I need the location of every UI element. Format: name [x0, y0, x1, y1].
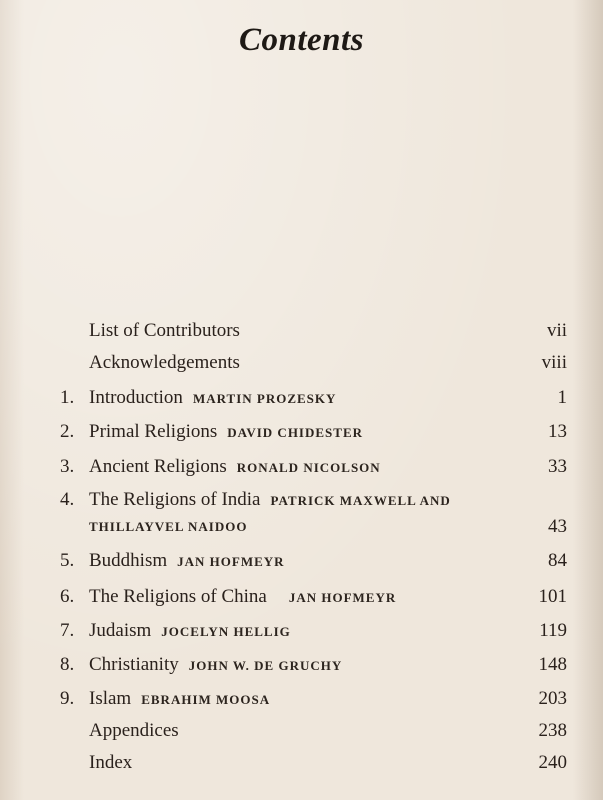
entry-page-number: 43	[548, 516, 567, 537]
entry-number: 7.	[60, 620, 75, 641]
toc-entry-introduction[interactable]	[0, 383, 603, 413]
entry-author: JAN HOFMEYR	[288, 590, 397, 605]
entry-author: MARTIN PROZESKY	[192, 391, 337, 406]
entry-title: Judaism JOCELYN HELLIG	[89, 620, 291, 641]
entry-number: 8.	[60, 654, 75, 675]
toc-entry-religions-of-india-cont	[0, 512, 603, 542]
entry-number: 2.	[60, 421, 75, 442]
entry-page-number: vii	[546, 320, 567, 341]
entry-title: Index	[89, 752, 133, 773]
entry-title: List of Contributors	[89, 320, 240, 341]
entry-title: Buddhism JAN HOFMEYR	[89, 550, 285, 571]
entry-number: 3.	[60, 456, 75, 477]
entry-title: The Religions of China JAN HOFMEYR	[89, 586, 397, 607]
toc-entry-ancient-religions[interactable]	[0, 452, 603, 482]
entry-author: JOHN W. DE GRUCHY	[188, 658, 343, 673]
toc-entry-contributors[interactable]	[0, 316, 603, 346]
entry-title: Ancient Religions RONALD NICOLSON	[89, 456, 381, 477]
entry-title: Christianity JOHN W. DE GRUCHY	[89, 654, 343, 675]
toc-entry-primal-religions[interactable]	[0, 417, 603, 447]
toc-entry-islam[interactable]	[0, 684, 603, 714]
toc-entry-christianity[interactable]	[0, 650, 603, 680]
entry-author: DAVID CHIDESTER	[227, 425, 364, 440]
toc-entry-judaism[interactable]	[0, 616, 603, 646]
entry-title: Appendices	[89, 720, 179, 741]
entry-author: JOCELYN HELLIG	[161, 624, 291, 639]
entry-author: JAN HOFMEYR	[177, 554, 285, 569]
entry-author: PATRICK MAXWELL AND	[270, 493, 451, 508]
entry-number: 9.	[60, 688, 75, 709]
toc-entry-buddhism[interactable]	[0, 546, 603, 576]
entry-number: 1.	[60, 387, 75, 408]
entry-author: RONALD NICOLSON	[236, 460, 381, 475]
toc-entry-religions-of-india[interactable]	[0, 485, 603, 515]
entry-author-continued: THILLAYVEL NAIDOO	[89, 519, 248, 534]
entry-page-number: 240	[538, 752, 567, 773]
entry-page-number: viii	[541, 352, 567, 373]
page-title: Contents	[238, 22, 365, 58]
entry-page-number: 1	[557, 387, 567, 408]
entry-page-number: 148	[538, 654, 567, 675]
toc-entry-acknowledgements[interactable]	[0, 348, 603, 378]
toc-entry-religions-of-china[interactable]	[0, 582, 603, 612]
entry-number: 4.	[60, 489, 75, 510]
entry-page-number: 84	[548, 550, 567, 571]
entry-title: Primal Religions DAVID CHIDESTER	[89, 421, 364, 442]
entry-page-number: 33	[548, 456, 567, 477]
entry-title: Acknowledgements	[89, 352, 240, 373]
entry-title: Islam EBRAHIM MOOSA	[89, 688, 271, 709]
entry-number: 5.	[60, 550, 75, 571]
entry-number: 6.	[60, 586, 75, 607]
entry-page-number: 101	[538, 586, 567, 607]
entry-page-number: 119	[539, 620, 567, 641]
toc-entry-appendices[interactable]	[0, 716, 603, 746]
entry-page-number: 13	[548, 421, 567, 442]
entry-page-number: 203	[538, 688, 567, 709]
entry-title: The Religions of India PATRICK MAXWELL AND	[89, 489, 451, 510]
entry-page-number: 238	[538, 720, 567, 741]
toc-entry-index[interactable]	[0, 748, 603, 778]
entry-author: EBRAHIM MOOSA	[141, 692, 271, 707]
entry-title: Introduction MARTIN PROZESKY	[89, 387, 337, 408]
